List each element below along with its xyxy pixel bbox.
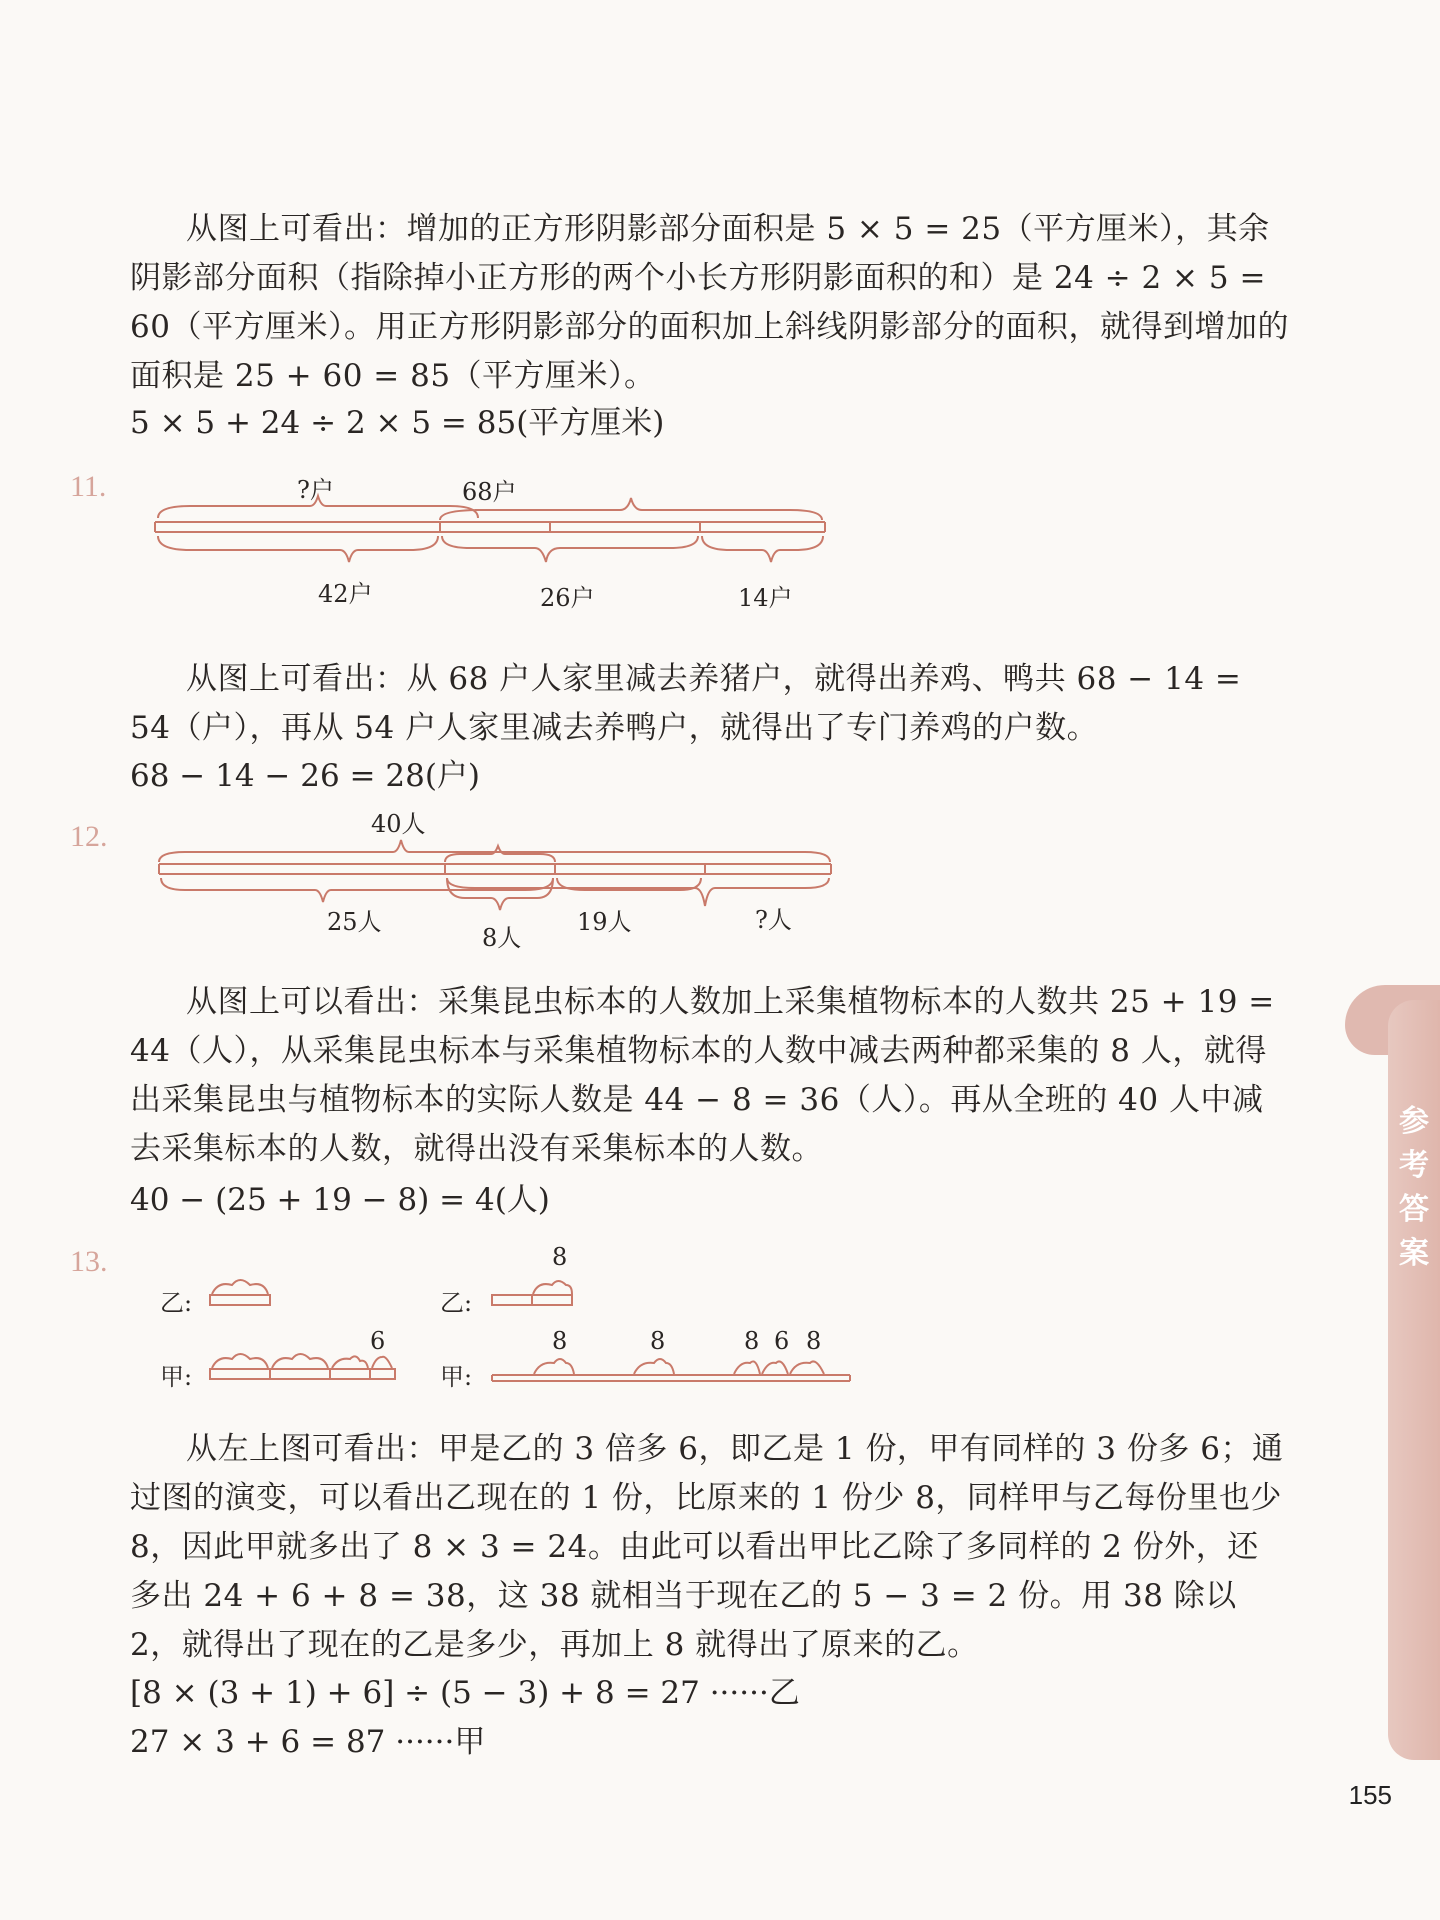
q13-right-label-jia-8d: 8: [806, 1327, 822, 1355]
q13-left-yi-segment: [210, 1280, 270, 1305]
q13-formula-yi: [8 × (3 + 1) + 6] ÷ (5 − 3) + 8 = 27 ······乙: [130, 1675, 800, 1711]
q13-right-label-yi: 乙:: [440, 1289, 473, 1317]
q13-formula-jia: 27 × 3 + 6 = 87 ······甲: [130, 1724, 486, 1760]
q12-label-8: 8人: [482, 924, 522, 952]
q13-right-jia-segments: [492, 1359, 850, 1381]
q11-label-42: 42户: [318, 580, 373, 608]
q11-label-68: 68户: [462, 478, 517, 506]
q13-right-label-jia: 甲:: [440, 1363, 473, 1391]
q13-left-label-jia: 甲:: [160, 1363, 193, 1391]
q13-left-label-6: 6: [370, 1327, 386, 1355]
q12-number: 12.: [70, 820, 108, 853]
q11-brace-bottom-26: [442, 536, 698, 562]
q13-right-label-jia-8b: 8: [650, 1327, 666, 1355]
q11-formula: 68 − 14 − 26 = 28(户): [130, 758, 481, 794]
q10-explanation: 从图上可看出：增加的正方形阴影部分面积是 5 × 5 = 25（平方厘米），其余阴影部分面积（指除掉小正方形的两个小长方形阴影面积的和）是 24 ÷ 2 × 5 = 60（平方厘米）。用正方形阴影部分的面积加上斜线阴影部分的面积，就得到增加的面积是 25 + 60 = 85（平方厘米）。: [130, 211, 1289, 394]
q12-label-19: 19人: [577, 908, 632, 936]
q11-label-14: 14户: [738, 584, 793, 612]
side-tab-label: 参考答案: [1399, 1104, 1429, 1271]
q12-label-40: 40人: [371, 810, 426, 838]
q12-label-unknown: ?人: [755, 906, 792, 934]
q12-formula: 40 − (25 + 19 − 8) = 4(人): [130, 1182, 550, 1218]
q13-number: 13.: [70, 1245, 108, 1278]
q11-line-diagram: [150, 470, 850, 620]
q10-formula: 5 × 5 + 24 ÷ 2 × 5 = 85(平方厘米): [130, 405, 665, 441]
q11-label-unknown: ?户: [297, 476, 334, 504]
q13-explanation: 从左上图可看出：甲是乙的 3 倍多 6，即乙是 1 份，甲有同样的 3 份多 6；通过图的演变，可以看出乙现在的 1 份，比原来的 1 份少 8，同样甲与乙每份里也少 8，因此甲就多出了 8 × 3 = 24。由此可以看出甲比乙除了多同样的 2 份外，还多出 24 + 6 + 8 = 38，这 38 就相当于现在乙的 5 − 3 = 2 份。用 38 除以 2，就得出了现在的乙是多少，再加上 8 就得出了原来的乙。: [130, 1431, 1284, 1663]
q13-diagrams: [160, 1245, 860, 1405]
q13-left-label-yi: 乙:: [160, 1289, 193, 1317]
q13-left-jia-segments: [210, 1354, 395, 1379]
q12-brace-overlap-top: [445, 846, 555, 862]
q11-number: 11.: [70, 470, 107, 503]
q13-right-label-jia-6: 6: [774, 1327, 790, 1355]
q13-right-label-yi-8: 8: [552, 1243, 568, 1271]
q13-right-yi-segment: [492, 1281, 572, 1305]
q11-brace-bottom-14: [702, 536, 823, 562]
q12-brace-bottom-8: [447, 878, 553, 910]
q12-label-25: 25人: [327, 908, 382, 936]
q13-right-label-jia-8c: 8: [744, 1327, 760, 1355]
q11-explanation: 从图上可看出：从 68 户人家里减去养猪户，就得出养鸡、鸭共 68 − 14 = 54（户），再从 54 户人家里减去养鸭户，就得出了专门养鸡的户数。: [130, 661, 1242, 746]
q11-label-26: 26户: [540, 584, 595, 612]
q11-brace-bottom-42: [158, 536, 438, 562]
q12-line-diagram: [155, 810, 855, 968]
q12-explanation: 从图上可以看出：采集昆虫标本的人数加上采集植物标本的人数共 25 + 19 = 44（人），从采集昆虫标本与采集植物标本的人数中减去两种都采集的 8 人，就得出采集昆虫与植物标本的实际人数是 44 − 8 = 36（人）。再从全班的 40 人中减去采集标本的人数，就得出没有采集标本的人数。: [130, 984, 1275, 1167]
page-number: 155: [1348, 1780, 1392, 1810]
q13-right-label-jia-8a: 8: [552, 1327, 568, 1355]
